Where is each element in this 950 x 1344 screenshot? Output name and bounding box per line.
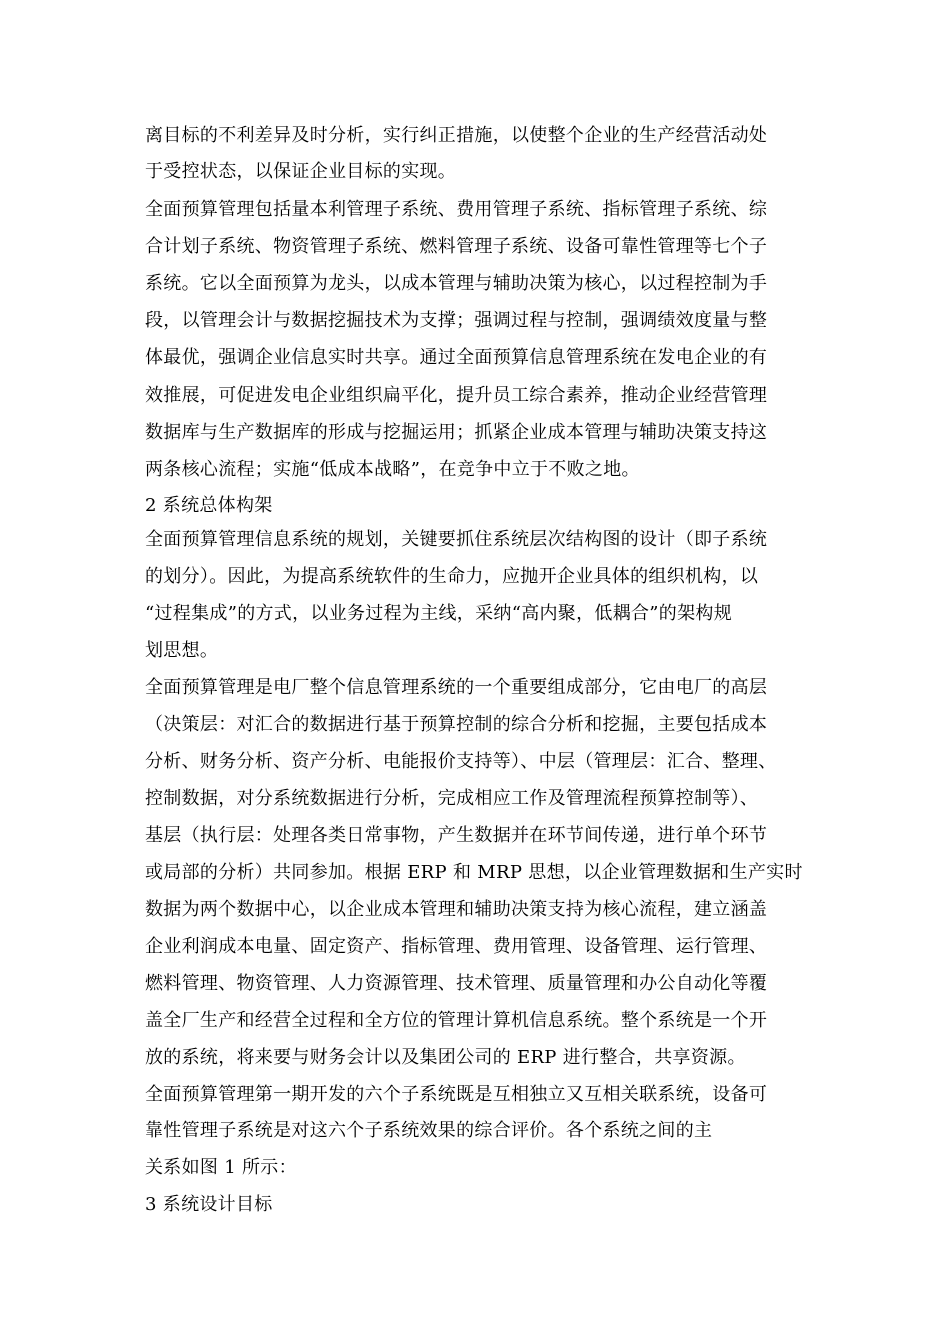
text-line: “过程集成”的方式，以业务过程为主线，采纳“高内聚，低耦合”的架构规 xyxy=(145,603,733,624)
text-line: 两条核心流程；实施“低成本战略”，在竞争中立于不败之地。 xyxy=(145,459,640,480)
text-line-clipped xyxy=(145,1119,712,1143)
text-line: 分析、财务分析、资产分析、电能报价支持等）、中层（管理层：汇合、整理、 xyxy=(145,751,777,772)
clipped-text: 靠性管理子系统是对这六个子系统效果的综合评价。各个系统之间的主 xyxy=(145,1120,713,1141)
text-line: 控制数据，对分系统数据进行分析，完成相应工作及管理流程预算控制等）、 xyxy=(145,788,759,809)
text-line: 数据为两个数据中心，以企业成本管理和辅助决策支持为核心流程，建立涵盖 xyxy=(145,899,768,920)
text-line: 效推展，可促进发电企业组织扁平化，提升员工综合素养，推动企业经营管理 xyxy=(145,385,768,406)
text-line: 全面预算管理是电厂整个信息管理系统的一个重要组成部分，它由电厂的高层 xyxy=(145,677,768,698)
text-line: 数据库与生产数据库的形成与挖掘运用；抓紧企业成本管理与辅助决策支持这 xyxy=(145,422,768,443)
text-line: 全面预算管理信息系统的规划，关键要抓住系统层次结构图的设计（即子系统 xyxy=(145,529,768,550)
text-line: 离目标的不利差异及时分析，实行纠正措施，以使整个企业的生产经营活动处 xyxy=(145,125,768,146)
text-line: 的划分）。因此，为提高系统软件的生命力，应抛开企业具体的组织机构，以 xyxy=(145,566,759,587)
text-line: 盖全厂生产和经营全过程和全方位的管理计算机信息系统。整个系统是一个开 xyxy=(145,1010,768,1031)
text-line: 划思想。 xyxy=(145,640,219,661)
text-line: 或局部的分析）共同参加。根据 ERP 和 MRP 思想，以企业管理数据和生产实时 xyxy=(145,862,803,883)
text-line: 基层（执行层：处理各类日常事物，产生数据并在环节间传递，进行单个环节 xyxy=(145,825,768,846)
section-heading: 2 系统总体构架 xyxy=(145,495,273,516)
section-heading: 3 系统设计目标 xyxy=(145,1194,273,1215)
text-line: 全面预算管理包括量本利管理子系统、费用管理子系统、指标管理子系统、综 xyxy=(145,199,768,220)
text-line: 放的系统，将来要与财务会计以及集团公司的 ERP 进行整合，共享资源。 xyxy=(145,1047,746,1068)
text-line: 企业利润成本电量、固定资产、指标管理、费用管理、设备管理、运行管理、 xyxy=(145,936,768,957)
text-line: 系统。它以全面预算为龙头，以成本管理与辅助决策为核心，以过程控制为手 xyxy=(145,273,768,294)
text-line: 段，以管理会计与数据挖掘技术为支撑；强调过程与控制，强调绩效度量与整 xyxy=(145,310,768,331)
text-line: （决策层：对汇合的数据进行基于预算控制的综合分析和挖掘，主要包括成本 xyxy=(145,714,768,735)
text-line: 合计划子系统、物资管理子系统、燃料管理子系统、设备可靠性管理等七个子 xyxy=(145,236,768,257)
text-line: 关系如图 1 所示： xyxy=(145,1157,297,1178)
text-line: 全面预算管理第一期开发的六个子系统既是互相独立又互相关联系统，设备可 xyxy=(145,1084,768,1105)
text-line: 于受控状态，以保证企业目标的实现。 xyxy=(145,161,457,182)
text-line: 燃料管理、物资管理、人力资源管理、技术管理、质量管理和办公自动化等覆 xyxy=(145,973,768,994)
text-line: 体最优，强调企业信息实时共享。通过全面预算信息管理系统在发电企业的有 xyxy=(145,347,768,368)
